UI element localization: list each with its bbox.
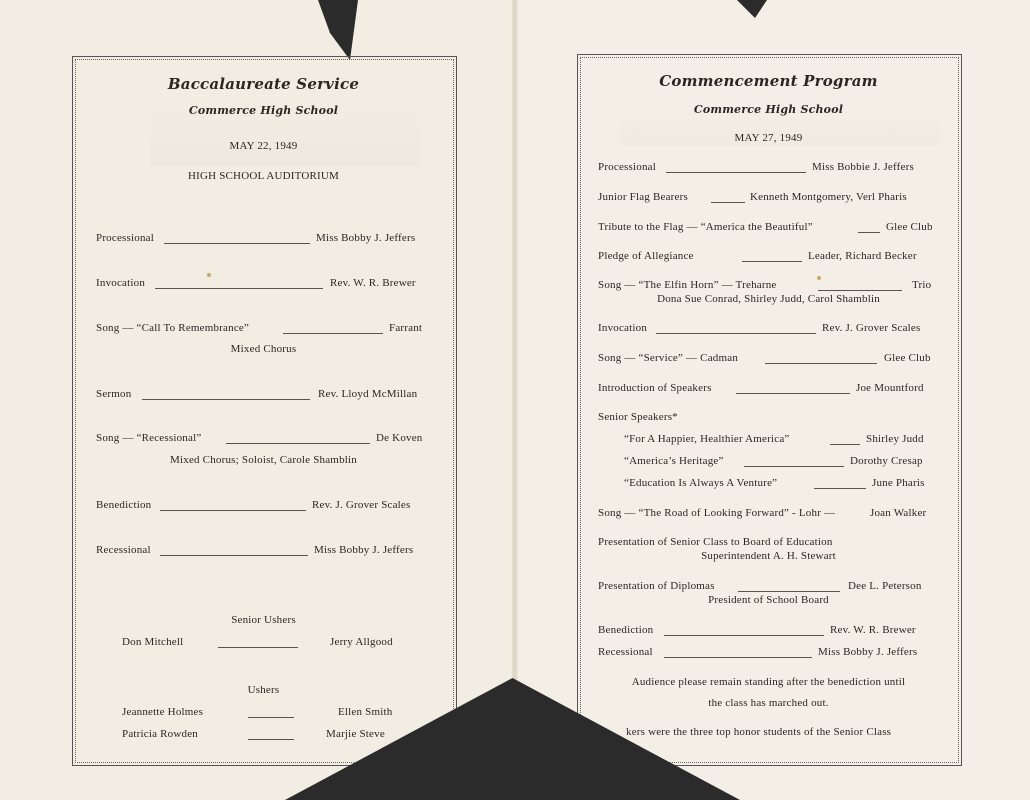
leader-line: [664, 635, 824, 636]
program-item-name: Farrant: [389, 322, 423, 334]
usher-name: Marjie Steve: [326, 728, 385, 740]
program-item-name: June Pharis: [872, 477, 925, 489]
program-item-label: “Education Is Always A Venture”: [624, 477, 778, 489]
audience-note: Audience please remain standing after the benediction until: [631, 676, 906, 688]
program-item-name: Miss Bobbie J. Jeffers: [812, 161, 914, 173]
senior-speakers-heading: Senior Speakers*: [598, 411, 678, 423]
paper-stain: [207, 273, 211, 277]
program-item-label: Benediction: [96, 499, 152, 511]
program-item-name: Joan Walker: [870, 507, 927, 519]
ushers-heading: Ushers: [247, 684, 280, 696]
program-item-name: Shirley Judd: [866, 433, 924, 445]
program-item-label: Song — “The Road of Looking Forward” - Lohr —: [598, 507, 836, 519]
leader-line: [742, 261, 802, 262]
leader-line: [664, 657, 812, 658]
program-item-name: Kenneth Montgomery, Verl Pharis: [750, 191, 907, 203]
program-item-label: “America’s Heritage”: [624, 455, 724, 467]
program-item-label: Invocation: [96, 277, 146, 289]
program-item-note: President of School Board: [708, 594, 829, 606]
program-item-label: Song — “Call To Remembrance”: [96, 322, 250, 334]
footnote: kers were the three top honor students of the Senior Class: [626, 726, 892, 738]
program-item-note: Mixed Chorus; Soloist, Carole Shamblin: [170, 454, 357, 466]
paper-stain: [817, 276, 821, 280]
baccalaureate-title: Baccalaureate Service: [167, 75, 360, 93]
program-item-name: Dee L. Peterson: [848, 580, 922, 592]
program-item-name: Miss Bobby J. Jeffers: [818, 646, 918, 658]
program-item-name: Rev. J. Grover Scales: [822, 322, 921, 334]
leader-line: [736, 393, 850, 394]
senior-ushers-heading: Senior Ushers: [231, 614, 296, 626]
leader-line: [814, 488, 866, 489]
program-item-label: Sermon: [96, 388, 132, 400]
audience-note: the class has marched out.: [708, 697, 829, 709]
leader-line: [858, 232, 880, 233]
program-item-name: Miss Bobby J. Jeffers: [316, 232, 416, 244]
program-item-name: Rev. W. R. Brewer: [330, 277, 416, 289]
program-item-label: Processional: [598, 161, 657, 173]
commencement-date: MAY 27, 1949: [734, 132, 803, 144]
program-item-label: “For A Happier, Healthier America”: [624, 433, 790, 445]
usher-name: Patricia Rowden: [122, 728, 199, 740]
program-item-note: Dona Sue Conrad, Shirley Judd, Carol Shamblin: [657, 293, 880, 305]
program-item-name: Joe Mountford: [856, 382, 924, 394]
program-item-label: Song — “Service” — Cadman: [598, 352, 739, 364]
leader-line: [656, 333, 816, 334]
program-item-name: Rev. Lloyd McMillan: [318, 388, 418, 400]
program-item-label: Benediction: [598, 624, 654, 636]
program-item-name: Miss Bobby J. Jeffers: [314, 544, 414, 556]
program-item-label: Invocation: [598, 322, 648, 334]
program-item-name: Rev. W. R. Brewer: [830, 624, 916, 636]
leader-line: [711, 202, 745, 203]
leader-line: [765, 363, 877, 364]
leader-line: [248, 717, 294, 718]
leader-line: [738, 591, 840, 592]
program-item-label: Recessional: [598, 646, 653, 658]
leader-line: [155, 288, 323, 289]
program-item-label: Introduction of Speakers: [598, 382, 712, 394]
leader-line: [218, 647, 298, 648]
leader-line: [160, 510, 306, 511]
program-item-name: Leader, Richard Becker: [808, 250, 917, 262]
service-date: MAY 22, 1949: [229, 140, 298, 152]
program-item-label: Pledge of Allegiance: [598, 250, 694, 262]
program-item-name: De Koven: [376, 432, 423, 444]
program-item-label: Recessional: [96, 544, 151, 556]
program-item-note: Mixed Chorus: [230, 343, 297, 355]
usher-name: Jerry Allgood: [330, 636, 393, 648]
program-item-label: Junior Flag Bearers: [598, 191, 688, 203]
leader-line: [160, 555, 308, 556]
program-item-name: Glee Club: [886, 221, 933, 233]
program-item-label: Tribute to the Flag — “America the Beautiful”: [598, 221, 813, 233]
leader-line: [226, 443, 370, 444]
leader-line: [142, 399, 310, 400]
program-item-name: Trio: [912, 279, 932, 291]
baccalaureate-panel: [72, 56, 457, 766]
program-item-name: Glee Club: [884, 352, 931, 364]
leader-line: [666, 172, 806, 173]
program-item-label: Presentation of Senior Class to Board of Education: [598, 536, 833, 548]
leader-line: [248, 739, 294, 740]
school-name: Commerce High School: [693, 103, 844, 116]
program-item-label: Presentation of Diplomas: [598, 580, 715, 592]
program-item-note: Superintendent A. H. Stewart: [701, 550, 836, 562]
program-item-name: Rev. J. Grover Scales: [312, 499, 411, 511]
program-item-label: Processional: [96, 232, 155, 244]
school-name: Commerce High School: [188, 104, 339, 117]
program-item-name: Dorothy Cresap: [850, 455, 923, 467]
leader-line: [818, 290, 902, 291]
commencement-title: Commencement Program: [659, 72, 878, 90]
service-venue: HIGH SCHOOL AUDITORIUM: [187, 170, 340, 182]
usher-name: Jeannette Holmes: [122, 706, 204, 718]
program-item-label: Song — “Recessional”: [96, 432, 202, 444]
leader-line: [744, 466, 844, 467]
usher-name: Don Mitchell: [122, 636, 184, 648]
leader-line: [283, 333, 383, 334]
usher-name: Ellen Smith: [338, 706, 393, 718]
leader-line: [164, 243, 310, 244]
program-item-label: Song — “The Elfin Horn” — Treharne: [598, 279, 777, 291]
leader-line: [830, 444, 860, 445]
